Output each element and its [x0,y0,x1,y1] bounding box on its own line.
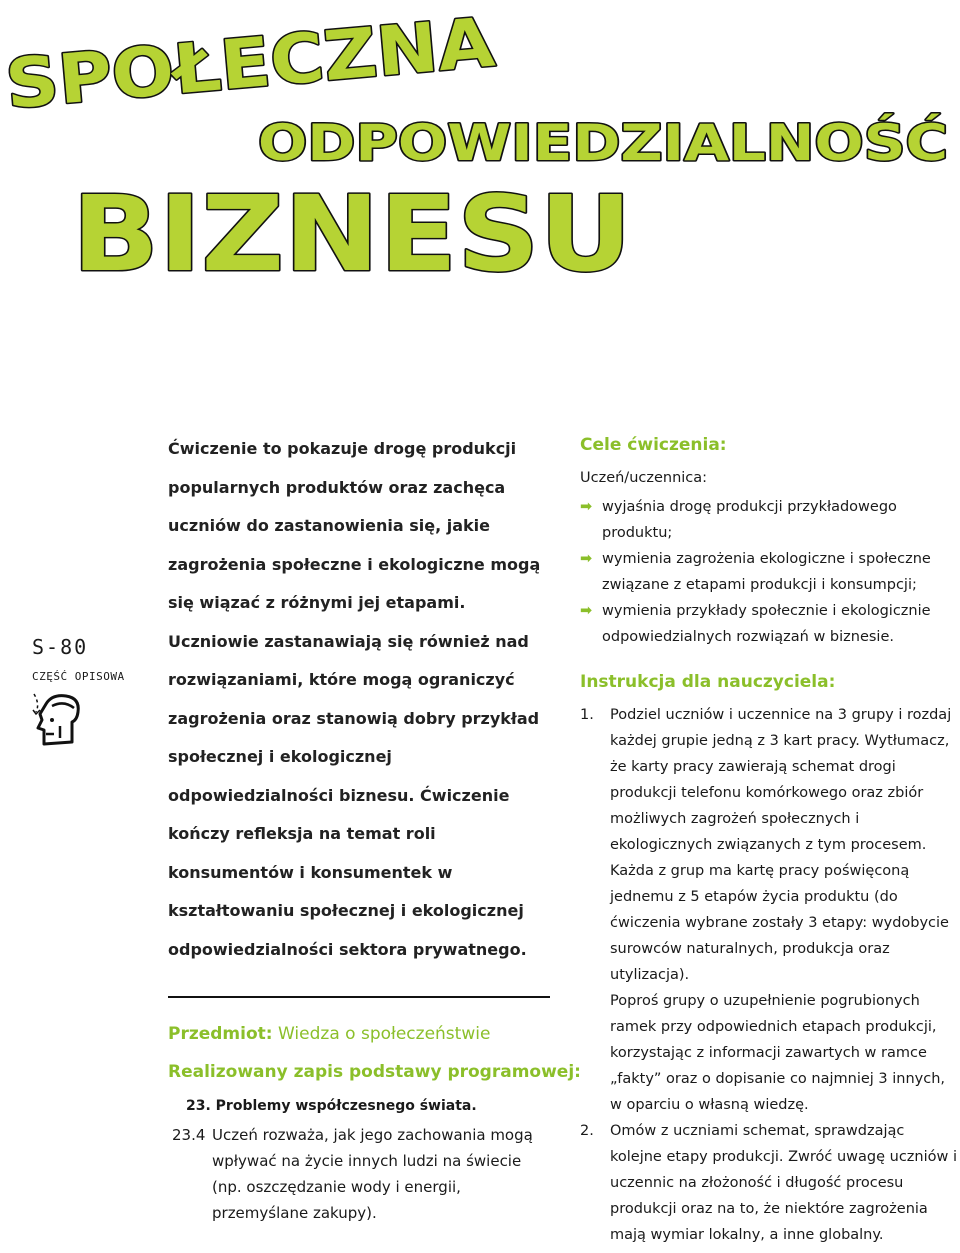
subject [168,1024,490,1044]
goals-title: Cele ćwiczenia: [580,435,727,455]
goals-intro: Uczeń/uczennica: [580,470,708,486]
goal-text: wymienia zagrożenia ekologiczne i społeczne związane z etapami produkcji i konsumpcji; [602,551,931,593]
arrow-right-icon: ➡ [580,603,593,619]
goal-text: wyjaśnia drogę produkcji przykładowego produktu; [602,499,897,541]
arrow-right-icon: ➡ [580,551,593,567]
curriculum-subitem-text: Uczeń rozważa, jak jego zachowania mogą wpływać na życie innych ludzi na świecie (np. oszczędzanie wody i energii, przemyślane zakupy). [212,1126,533,1222]
subject-value: Wiedza o społeczeństwie [278,1024,491,1044]
title-line-3: BIZNESU [72,173,632,280]
thinking-head-icon [30,690,86,750]
curriculum-title: Realizowany zapis podstawy programowej: [168,1062,581,1082]
instruction-number: 1. [580,707,594,723]
arrow-right-icon: ➡ [580,499,593,515]
intro-paragraph: Ćwiczenie to pokazuje drogę produkcji popularnych produktów oraz zachęca uczniów do zastanowienia się, jakie zagrożenia społeczne i ekologiczne mogą się wiązać z różnymi jej etapami. Uczniowie zastanawiają się również nad rozwiązaniami, które mogą ograniczyć zagrożenia oraz stanowią dobry przykład społecznej i ekologicznej odpowiedzialności biznesu. Ćwiczenie kończy refleksja na temat roli konsumentów i konsumentek w kształtowaniu społecznej i ekologicznej odpowiedzialności sektora prywatnego. [168,439,541,959]
title-graphic [0,0,960,280]
title-line-1: SPOŁECZNA [2,6,464,125]
divider [168,996,550,998]
instruction-text: Poproś grupy o uzupełnienie pogrubionych ramek przy odpowiednich etapach produkcji, korzystając z informacji zawartych w ramce „fakty” oraz o dopisanie co najmniej 3 innych, w oparciu o własną wiedzę. [610,993,946,1113]
goal-item [580,546,955,598]
instruction-item [580,702,958,1118]
curriculum-subitem-number: 23.4 [172,1126,206,1144]
goals-list [580,494,955,650]
goal-item [580,598,955,650]
instruction-item [580,1118,958,1248]
instruction-text: Podziel uczniów i uczennice na 3 grupy i rozdaj każdej grupie jedną z 3 kart pracy. Wytłumacz, że karty pracy zawierają schemat drogi produkcji telefonu komórkowego oraz zbiór możliwych zagrożeń społecznych i ekologicznych związanych z tym procesem. Każda z grup ma kartę pracy poświęconą jednemu z 5 etapów życia produktu (do ćwiczenia wybrane zostały 3 etapy: wydobycie surowców naturalnych, produkcja oraz utylizacja). [610,707,952,983]
subject-label: Przedmiot: [168,1024,273,1044]
instructions-title: Instrukcja dla nauczyciela: [580,672,836,692]
goal-text: wymienia przykłady społecznie i ekologicznie odpowiedzialnych rozwiązań w biznesie. [602,603,931,645]
instructions-list [580,702,958,1248]
badge-label: CZĘŚĆ OPISOWA [32,670,125,683]
instruction-text: Omów z uczniami schemat, sprawdzając kolejne etapy produkcji. Zwróć uwagę uczniów i uczennic na złożoność i długość procesu produkcji oraz na to, że niektóre zagrożenia mają wymiar lokalny, a inne globalny. [610,1123,958,1243]
curriculum-item: 23. Problemy współczesnego świata. [186,1098,477,1114]
curriculum-subitem [172,1122,552,1226]
badge-code: S-80 [32,635,89,659]
title-line-2: ODPOWIEDZIALNOŚĆ [258,114,854,172]
instruction-number: 2. [580,1123,594,1139]
goal-item [580,494,955,546]
